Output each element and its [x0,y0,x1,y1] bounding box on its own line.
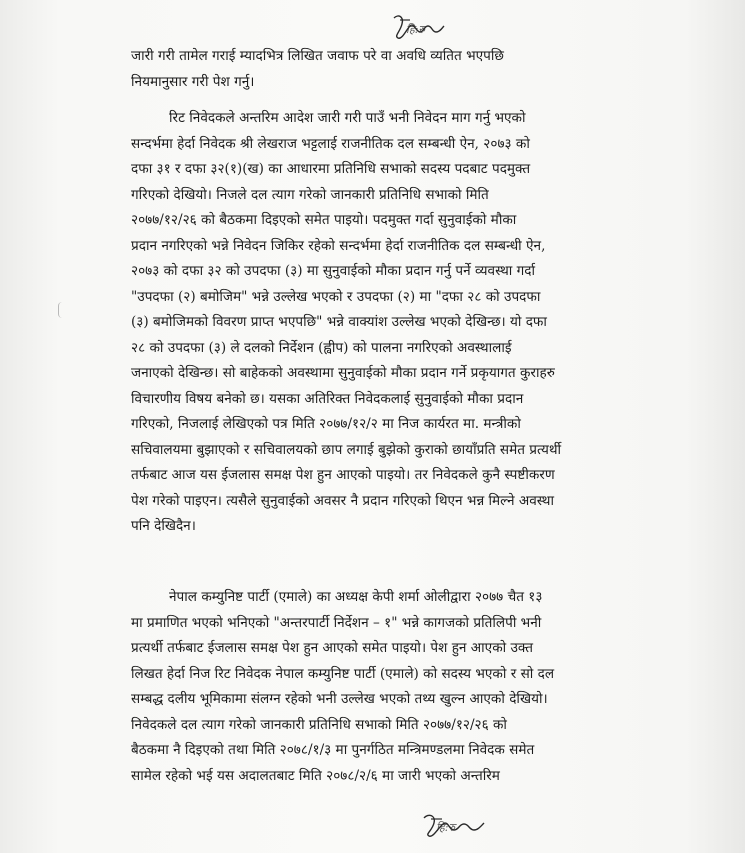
paragraph-2-line-3: दफा ३१ र दफा ३२(१)(ख) का आधारमा प्रतिनिधि सभाको सदस्य पदबाट पदमुक्त [131,161,531,177]
paragraph-3-line-2: मा प्रमाणित भएको भनिएको "अन्तरपार्टी निर्देशन – १" भन्ने कागजको प्रतिलिपी भनी [131,614,542,631]
paragraph-1-line-1: जारी गरी तामेल गराई म्यादभित्र लिखित जवाफ परे वा अवधि व्यतित भएपछि [131,48,504,64]
paragraph-2-line-16: पेश गरेको पाइएन। त्यसैले सुनुवाईको अवसर नै प्रदान गरिएको थिएन भन्न मिल्ने अवस्था [131,492,555,509]
paragraph-2-line-5: २०७७/१२/२६ को बैठकमा दिइएको समेत पाइयो। पदमुक्त गर्दा सुनुवाईको मौका [131,212,517,228]
paragraph-1-line-2: नियमानुसार गरी पेश गर्नु। [131,73,255,90]
paragraph-1 [131,44,641,95]
paragraph-2-line-2: सन्दर्भमा हेर्दा निवेदक श्री लेखराज भट्टलाई राजनीतिक दल सम्बन्धी ऐन, २०७३ को [131,135,530,152]
margin-mark [58,302,67,318]
paragraph-2-line-15: तर्फबाट आज यस ईजलास समक्ष पेश हुन आएको पाइयो। तर निवेदकले कुनै स्पष्टीकरण [131,467,555,483]
paragraph-2-line-1: रिट निवेदकले अन्तरिम आदेश जारी गरी पाउँ भनी निवेदन माग गर्नु भएको [169,110,526,126]
signature-bottom-text: हि:रु [436,821,455,834]
paragraph-3-line-7: बैठकमा नै दिइएको तथा मिति २०७८/१/३ मा पुनर्गठित मन्त्रिमण्डलमा निवेदक समेत [131,742,535,758]
paragraph-2-line-4: गरिएको देखियो। निजले दल त्याग गरेको जानकारी प्रतिनिधि सभाको मिति [131,186,489,203]
paragraph-2 [131,106,641,540]
paragraph-2-line-7: २०७३ को दफा ३२ को उपदफा (३) मा सुनुवाईको मौका प्रदान गर्नु पर्ने व्यवस्था गर्दा [131,263,536,279]
paragraph-3-line-4: लिखत हेर्दा निज रिट निवेदक नेपाल कम्युनिष्ट पार्टी (एमाले) को सदस्य भएको र सो दल [131,665,555,682]
paragraph-3-line-8: सामेल रहेको भई यस अदालतबाट मिति २०७८/२/६ मा जारी भएको अन्तरिम [131,767,500,784]
paragraph-3-line-3: प्रत्यर्थी तर्फबाट ईजलास समक्ष पेश हुन आएको समेत पाइयो। पेश हुन आएको उक्त [131,640,533,656]
paragraph-2-line-10: २८ को उपदफा (३) ले दलको निर्देशन (ह्वीप) को पालना नगरिएको अवस्थालाई [131,339,512,356]
signature-bottom [418,810,488,842]
paragraph-3 [131,585,641,789]
paragraph-2-line-11: जनाएको देखिन्छ। सो बाहेकको अवस्थामा सुनुवाईको मौका प्रदान गर्ने प्रकृयागत कुराहरु [131,365,555,381]
paragraph-3-line-5: सम्बद्ध दलीय भूमिकामा संलग्न रहेको भनी उल्लेख भएको तथ्य खुल्न आएको देखियो। [131,691,548,707]
paragraph-2-line-17: पनि देखिदैन। [131,518,196,534]
paragraph-2-line-8: "उपदफा (२) बमोजिम" भन्ने उल्लेख भएको र उपदफा (२) मा "दफा २८ को उपदफा [131,288,541,305]
paragraph-2-line-6: प्रदान नगरिएको भन्ने निवेदन जिकिर रहेको सन्दर्भमा हेर्दा राजनीतिक दल सम्बन्धी ऐन, [131,237,546,254]
signature-top [388,12,448,46]
paragraph-2-line-13: गरिएको, निजलाई लेखिएको पत्र मिति २०७७/१२/२ मा निज कार्यरत मा. मन्त्रीको [131,416,521,432]
paragraph-2-line-12: विचारणीय विषय बनेको छ। यसका अतिरिक्त निवेदकलाई सुनुवाईको मौका प्रदान [131,390,524,407]
signature-top-text: हि:रु [406,23,425,36]
paragraph-2-line-14: सचिवालयमा बुझाएको र सचिवालयको छाप लगाई बुझेको कुराको छायाँप्रति समेत प्रत्यर्थी [131,441,562,458]
paragraph-2-line-9: (३) बमोजिमको विवरण प्राप्त भएपछि" भन्ने वाक्यांश उल्लेख भएको देखिन्छ। यो दफा [131,314,547,330]
paragraph-3-line-1: नेपाल कम्युनिष्ट पार्टी (एमाले) का अध्यक्ष केपी शर्मा ओलीद्वारा २०७७ चैत १३ [169,589,543,605]
paragraph-3-line-6: निवेदकले दल त्याग गरेको जानकारी प्रतिनिधि सभाको मिति २०७७/१२/२६ को [131,716,507,733]
